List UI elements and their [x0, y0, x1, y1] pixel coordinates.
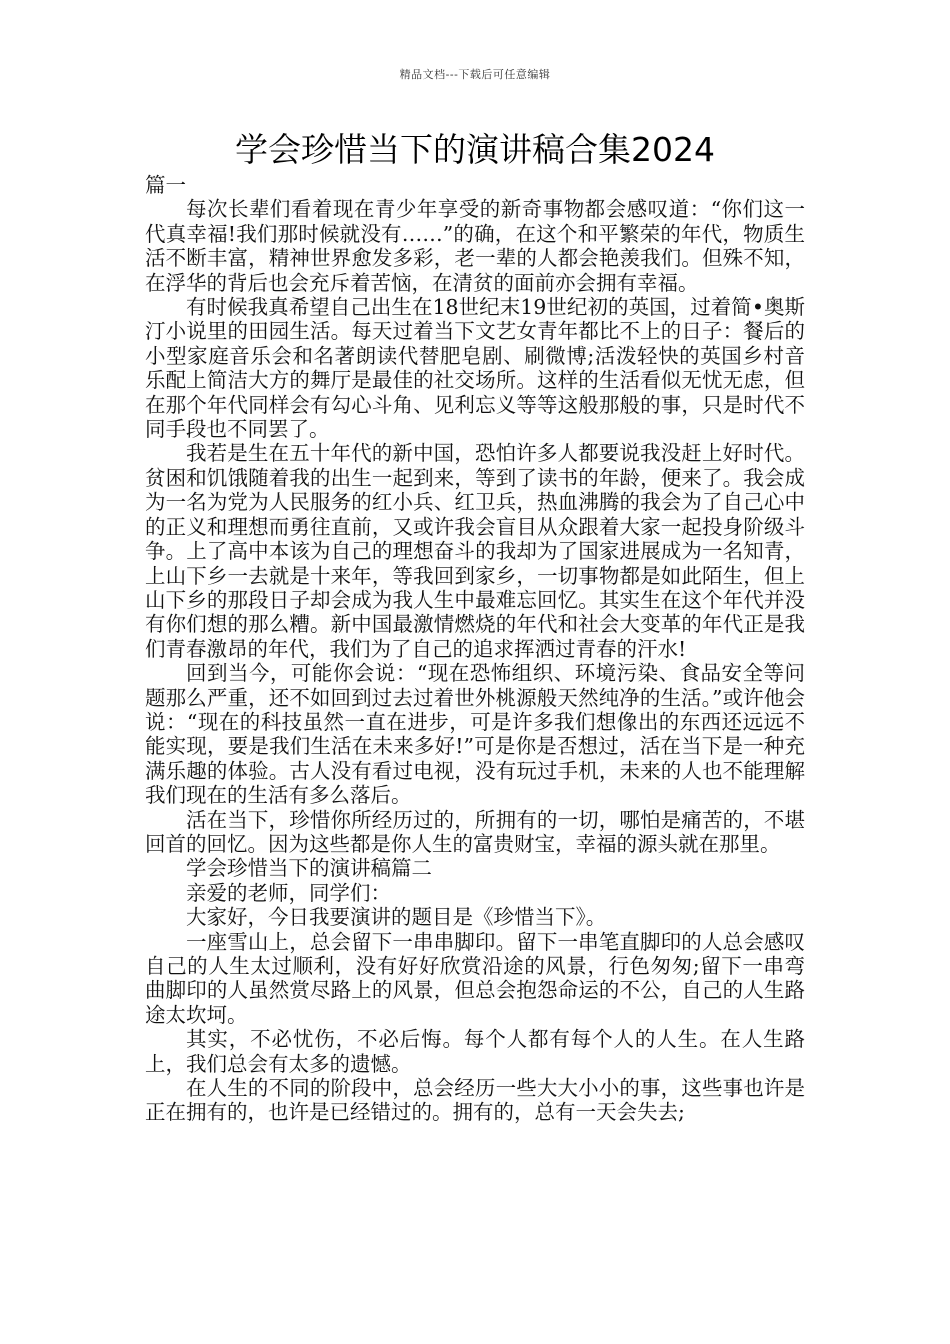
- salutation: 亲爱的老师，同学们：: [186, 880, 391, 905]
- paragraph: 在人生的不同的阶段中，总会经历一些大大小小的事，这些事也许是正在拥有的，也许是已经错过的。拥有的，总有一天会失去;: [145, 1076, 805, 1125]
- document-title: 学会珍惜当下的演讲稿合集2024: [235, 130, 715, 169]
- paragraph: 其实，不必忧伤，不必后悔。每个人都有每个人的人生。在人生路上，我们总会有太多的遗憾。: [145, 1027, 805, 1076]
- section-heading: 学会珍惜当下的演讲稿篇二: [186, 856, 432, 881]
- paragraph: 一座雪山上，总会留下一串串脚印。留下一串笔直脚印的人总会感叹自己的人生太过顺利，没有好好欣赏沿途的风景，行色匆匆;留下一串弯曲脚印的人虽然赏尽路上的风景，但总会抱怨命运的不公，自己的人生路途太坎坷。: [145, 929, 805, 1027]
- paragraph: 大家好，今日我要演讲的题目是《珍惜当下》。: [186, 905, 607, 930]
- paragraph: 回到当今，可能你会说：“现在恐怖组织、环境污染、食品安全等问题那么严重，还不如回到过去过着世外桃源般天然纯净的生活。”或许他会说：“现在的科技虽然一直在进步，可是许多我们想像出的东西还远远不能实现，要是我们生活在未来多好!”可是你是否想过，活在当下是一种充满乐趣的体验。古人没有看过电视，没有玩过手机，未来的人也不能理解我们现在的生活有多么落后。: [145, 661, 805, 808]
- paragraph: 有时候我真希望自己出生在18世纪末19世纪初的英国，过着简•奥斯汀小说里的田园生活。每天过着当下文艺女青年都比不上的日子：餐后的小型家庭音乐会和名著朗读代替肥皂剧、刷微博;活泼轻快的英国乡村音乐配上简洁大方的舞厅是最佳的社交场所。这样的生活看似无忧无虑，但在那个年代同样会有勾心斗角、见利忘义等等这般那般的事，只是时代不同手段也不同罢了。: [145, 295, 805, 442]
- header-note: 精品文档---下载后可任意编辑: [399, 68, 551, 81]
- document-body: [145, 173, 805, 1125]
- paragraph: 每次长辈们看着现在青少年享受的新奇事物都会感叹道：“你们这一代真幸福!我们那时候就没有……”的确，在这个和平繁荣的年代，物质生活不断丰富，精神世界愈发多彩，老一辈的人都会艳羡我们。但殊不知，在浮华的背后也会充斥着苦恼，在清贫的面前亦会拥有幸福。: [145, 197, 805, 295]
- paragraph: 活在当下，珍惜你所经历过的，所拥有的一切，哪怕是痛苦的，不堪回首的回忆。因为这些都是你人生的富贵财宝，幸福的源头就在那里。: [145, 807, 805, 856]
- section-label: 篇一: [145, 173, 186, 197]
- paragraph: 我若是生在五十年代的新中国，恐怕许多人都要说我没赶上好时代。贫困和饥饿随着我的出生一起到来，等到了读书的年龄，便来了。我会成为一名为党为人民服务的红小兵、红卫兵，热血沸腾的我会为了自己心中的正义和理想而勇往直前，又或许我会盲目从众跟着大家一起投身阶级斗争。上了高中本该为自己的理想奋斗的我却为了国家进展成为一名知青，上山下乡一去就是十来年，等我回到家乡，一切事物都是如此陌生，但上山下乡的那段日子却会成为我人生中最难忘回忆。其实生在这个年代并没有你们想的那么糟。新中国最激情燃烧的年代和社会大变革的年代正是我们青春激昂的年代，我们为了自己的追求挥洒过青春的汗水!: [145, 441, 805, 661]
